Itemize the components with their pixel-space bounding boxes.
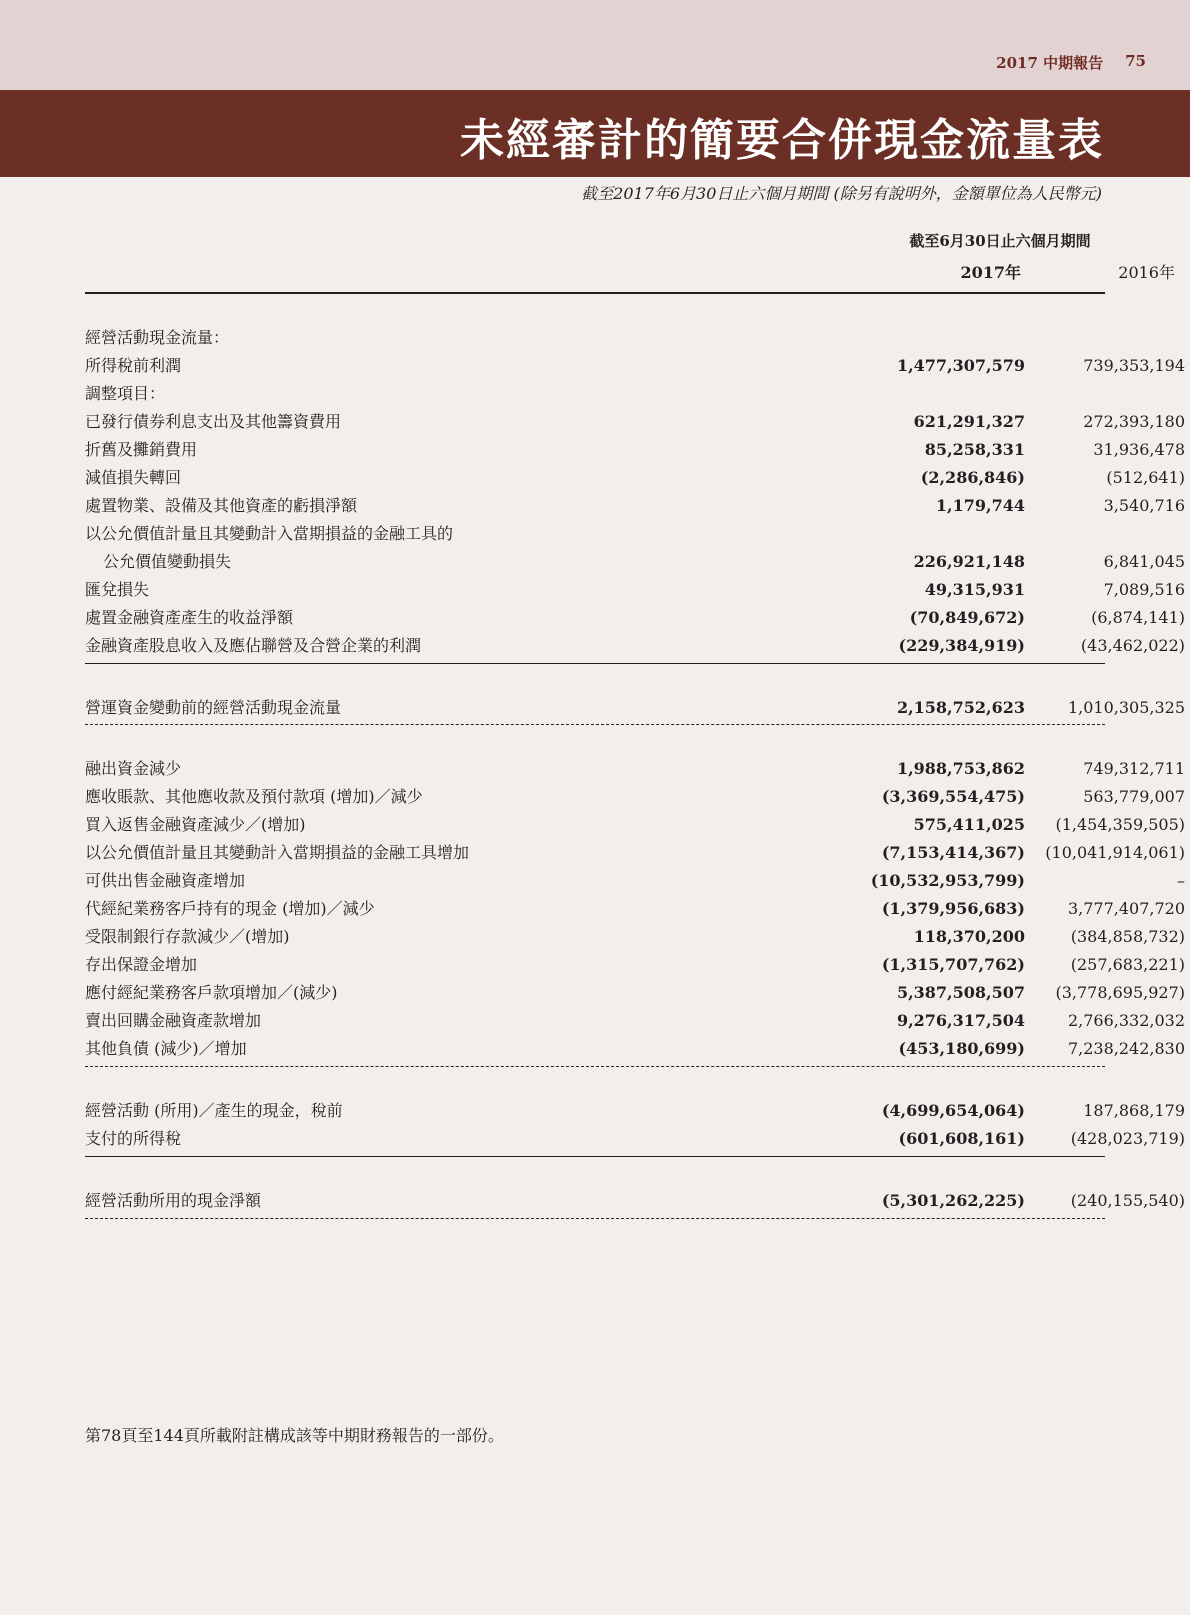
row-label: 經營活動現金流量： (85, 328, 230, 347)
header-rule (85, 292, 1105, 294)
value-2017: 1,988,753,862 (896, 759, 1025, 778)
value-2017: 5,387,508,507 (896, 983, 1025, 1002)
row-label: 處置物業、設備及其他資產的虧損淨額 (85, 496, 358, 515)
table-row (85, 606, 1185, 630)
value-2017: 226,921,148 (913, 552, 1025, 571)
row-label: 經營活動所用的現金淨額 (85, 1191, 262, 1210)
table-row (85, 1037, 1185, 1061)
page-number: 75 (1125, 52, 1146, 70)
row-label: 代經紀業務客戶持有的現金 (增加)／減少 (85, 899, 375, 918)
table-row (85, 981, 1185, 1005)
row-label: 應收賬款、其他應收款及預付款項 (增加)／減少 (85, 787, 423, 806)
value-2016: 749,312,711 (1083, 759, 1185, 778)
value-2016: 6,841,045 (1103, 552, 1185, 571)
row-label: 其他負債 (減少)／增加 (85, 1039, 247, 1058)
value-2017: 85,258,331 (924, 440, 1025, 459)
value-2016: (43,462,022) (1080, 636, 1185, 655)
table-row (85, 1009, 1185, 1033)
value-2016: (1,454,359,505) (1055, 815, 1185, 834)
row-label: 減值損失轉回 (85, 468, 182, 487)
value-2016: 3,540,716 (1103, 496, 1185, 515)
row-label: 應付經紀業務客戶款項增加／(減少) (85, 983, 338, 1002)
value-2016: 2,766,332,032 (1067, 1011, 1185, 1030)
row-label: 已發行債券利息支出及其他籌資費用 (85, 412, 342, 431)
table-row (85, 410, 1185, 434)
value-2016: (428,023,719) (1070, 1129, 1185, 1148)
row-label: 經營活動 (所用)／產生的現金，稅前 (85, 1101, 343, 1120)
value-2017: (453,180,699) (898, 1039, 1025, 1058)
row-label: 可供出售金融資產增加 (85, 871, 246, 890)
value-2017: 1,179,744 (935, 496, 1025, 515)
value-2017: (229,384,919) (898, 636, 1025, 655)
value-2017: (5,301,262,225) (881, 1191, 1025, 1210)
row-label: 匯兌損失 (85, 580, 150, 599)
value-2016: 563,779,007 (1083, 787, 1185, 806)
table-row (85, 953, 1185, 977)
period-header: 截至6月30日止六個月期間 (909, 232, 1091, 250)
row-label: 賣出回購金融資產款增加 (85, 1011, 262, 1030)
table-row (85, 897, 1185, 921)
table-row (85, 522, 1105, 546)
table-row (85, 1127, 1185, 1151)
value-2016: (240,155,540) (1070, 1191, 1185, 1210)
top-band (0, 0, 1190, 90)
row-label: 調整項目： (85, 384, 166, 403)
value-2016: 31,936,478 (1093, 440, 1185, 459)
table-row (85, 1099, 1185, 1123)
value-2017: (1,315,707,762) (881, 955, 1025, 974)
row-label: 折舊及攤銷費用 (85, 440, 198, 459)
table-row (85, 494, 1185, 518)
row-label: 以公允價值計量且其變動計入當期損益的金融工具的 (85, 524, 454, 543)
subtotal-dashed-rule (85, 724, 1105, 725)
total-dashed-rule (85, 1218, 1105, 1219)
value-2017: 2,158,752,623 (896, 698, 1025, 717)
value-2016: (384,858,732) (1070, 927, 1185, 946)
value-2017: 49,315,931 (924, 580, 1025, 599)
value-2016: 7,089,516 (1103, 580, 1185, 599)
row-label: 以公允價值計量且其變動計入當期損益的金融工具增加 (85, 843, 470, 862)
value-2016: (3,778,695,927) (1055, 983, 1185, 1002)
value-2016: – (1177, 871, 1185, 890)
value-2017: (3,369,554,475) (881, 787, 1025, 806)
column-2017-header: 2017年 (960, 263, 1021, 282)
table-row (85, 634, 1185, 658)
value-2016: 272,393,180 (1083, 412, 1185, 431)
value-2017: 9,276,317,504 (896, 1011, 1025, 1030)
footnote: 第78頁至144頁所載附註構成該等中期財務報告的一部份。 (85, 1426, 504, 1445)
value-2017: (601,608,161) (898, 1129, 1025, 1148)
running-header (996, 52, 1146, 73)
row-label: 存出保證金增加 (85, 955, 198, 974)
table-row (85, 354, 1185, 378)
table-row (85, 841, 1185, 865)
table-row (85, 466, 1185, 490)
table-row (85, 578, 1185, 602)
value-2017: (2,286,846) (920, 468, 1025, 487)
table-row (85, 696, 1185, 720)
report-name: 2017 中期報告 (996, 54, 1104, 72)
table-row (85, 550, 1185, 574)
table-row (85, 757, 1185, 781)
page-title: 未經審計的簡要合併現金流量表 (460, 115, 1104, 166)
value-2017: 621,291,327 (913, 412, 1025, 431)
value-2017: 118,370,200 (913, 927, 1025, 946)
value-2016: (6,874,141) (1091, 608, 1185, 627)
row-label: 公允價值變動損失 (103, 552, 232, 571)
value-2016: 3,777,407,720 (1067, 899, 1185, 918)
subtotal-rule (85, 663, 1105, 664)
value-2016: 1,010,305,325 (1067, 698, 1185, 717)
value-2016: 7,238,242,830 (1067, 1039, 1185, 1058)
value-2017: (10,532,953,799) (870, 871, 1025, 890)
table-row (85, 925, 1185, 949)
subtotal-dashed-rule (85, 1066, 1105, 1067)
table-row (85, 326, 1105, 350)
value-2017: (7,153,414,367) (881, 843, 1025, 862)
value-2016: 739,353,194 (1083, 356, 1185, 375)
row-label: 融出資金減少 (85, 759, 182, 778)
value-2017: (1,379,956,683) (881, 899, 1025, 918)
row-label: 金融資產股息收入及應佔聯營及合營企業的利潤 (85, 636, 422, 655)
column-2016-header: 2016年 (1118, 263, 1175, 282)
table-row (85, 869, 1185, 893)
row-label: 買入返售金融資產減少／(增加) (85, 815, 306, 834)
page-subtitle: 截至2017年6月30日止六個月期間 (除另有說明外，金額單位為人民幣元) (581, 184, 1102, 203)
value-2017: 1,477,307,579 (896, 356, 1025, 375)
table-row (85, 1189, 1185, 1213)
row-label: 處置金融資產產生的收益淨額 (85, 608, 294, 627)
table-row (85, 813, 1185, 837)
table-row (85, 438, 1185, 462)
value-2016: (10,041,914,061) (1045, 843, 1185, 862)
row-label: 所得稅前利潤 (85, 356, 182, 375)
value-2017: 575,411,025 (913, 815, 1025, 834)
row-label: 營運資金變動前的經營活動現金流量 (85, 698, 342, 717)
value-2017: (70,849,672) (909, 608, 1025, 627)
table-row (85, 785, 1185, 809)
row-label: 受限制銀行存款減少／(增加) (85, 927, 290, 946)
value-2016: (257,683,221) (1070, 955, 1185, 974)
table-row (85, 382, 1105, 406)
row-label: 支付的所得稅 (85, 1129, 182, 1148)
value-2016: (512,641) (1106, 468, 1185, 487)
subtotal-rule (85, 1156, 1105, 1157)
value-2016: 187,868,179 (1083, 1101, 1185, 1120)
value-2017: (4,699,654,064) (881, 1101, 1025, 1120)
